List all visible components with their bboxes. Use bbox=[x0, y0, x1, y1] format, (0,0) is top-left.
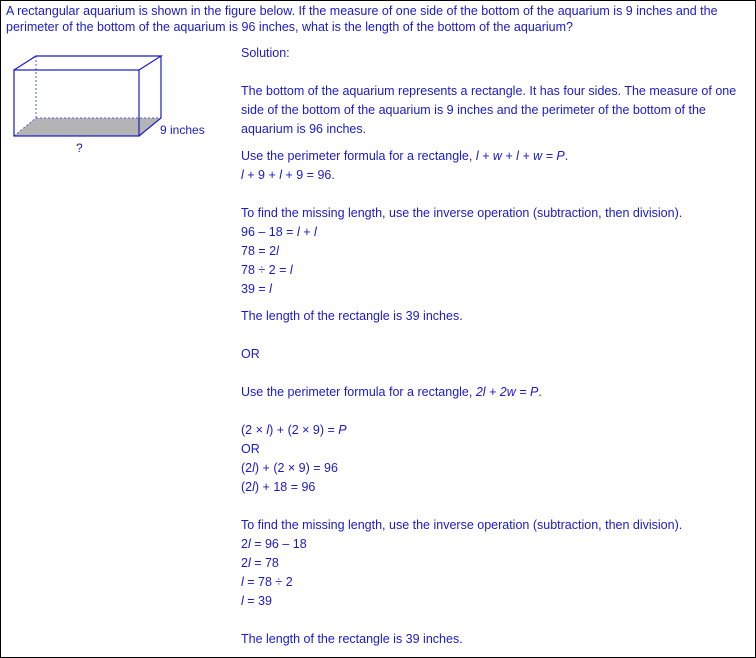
solution-block bbox=[241, 44, 746, 649]
method1-step: 39 = l bbox=[241, 282, 272, 296]
method1-step: 78 = 2l bbox=[241, 244, 279, 258]
method1-step: 96 – 18 = l + l bbox=[241, 225, 317, 239]
or-separator: OR bbox=[241, 347, 260, 361]
method2-sub-step: OR bbox=[241, 442, 260, 456]
method2-sub-step: (2l) + 18 = 96 bbox=[241, 480, 316, 494]
aquarium-figure bbox=[9, 51, 229, 161]
method2-step: l = 39 bbox=[241, 594, 272, 608]
length-label: ? bbox=[76, 141, 83, 155]
method1-substitution: l + 9 + l + 9 = 96. bbox=[241, 168, 335, 182]
method2-formula: 2l + 2w = P bbox=[475, 385, 539, 399]
method1-formula: l + w + l + w = P bbox=[475, 149, 565, 163]
method2-sub-step: (2 × l) + (2 × 9) = P bbox=[241, 423, 347, 437]
method2-formula-line: Use the perimeter formula for a rectangle, 2l + 2w = P. bbox=[241, 385, 542, 399]
aquarium-drawing bbox=[9, 51, 229, 161]
solution-heading: Solution: bbox=[241, 46, 290, 60]
method2-sub-step: (2l) + (2 × 9) = 96 bbox=[241, 461, 338, 475]
solution-intro: The bottom of the aquarium represents a rectangle. It has four sides. The measure of one side of the bottom of the aquarium is 9 inches and the perimeter of the bottom of the aquarium is 96 inches. bbox=[241, 84, 737, 136]
method2-formula-prefix: Use the perimeter formula for a rectangle, bbox=[241, 385, 476, 399]
method1-formula-prefix: Use the perimeter formula for a rectangle, bbox=[241, 149, 476, 163]
method2-step: 2l = 96 – 18 bbox=[241, 537, 307, 551]
method2-step: 2l = 78 bbox=[241, 556, 279, 570]
side-label: 9 inches bbox=[160, 123, 205, 137]
aquarium-top-face bbox=[14, 56, 161, 70]
method1-inverse-note: To find the missing length, use the inverse operation (subtraction, then division). bbox=[241, 206, 683, 220]
method2-step: l = 78 ÷ 2 bbox=[241, 575, 293, 589]
method2-conclusion: The length of the rectangle is 39 inches. bbox=[241, 632, 463, 646]
method1-conclusion: The length of the rectangle is 39 inches. bbox=[241, 309, 463, 323]
method1-step: 78 ÷ 2 = l bbox=[241, 263, 293, 277]
method1-formula-line: Use the perimeter formula for a rectangle, l + w + l + w = P. bbox=[241, 149, 569, 163]
question-text: A rectangular aquarium is shown in the figure below. If the measure of one side of the bottom of the aquarium is 9 inches and the perimeter of the bottom of the aquarium is 96 inches, what is the length of the bottom of the aquarium? bbox=[6, 4, 718, 34]
method2-inverse-note: To find the missing length, use the inverse operation (subtraction, then division). bbox=[241, 518, 683, 532]
